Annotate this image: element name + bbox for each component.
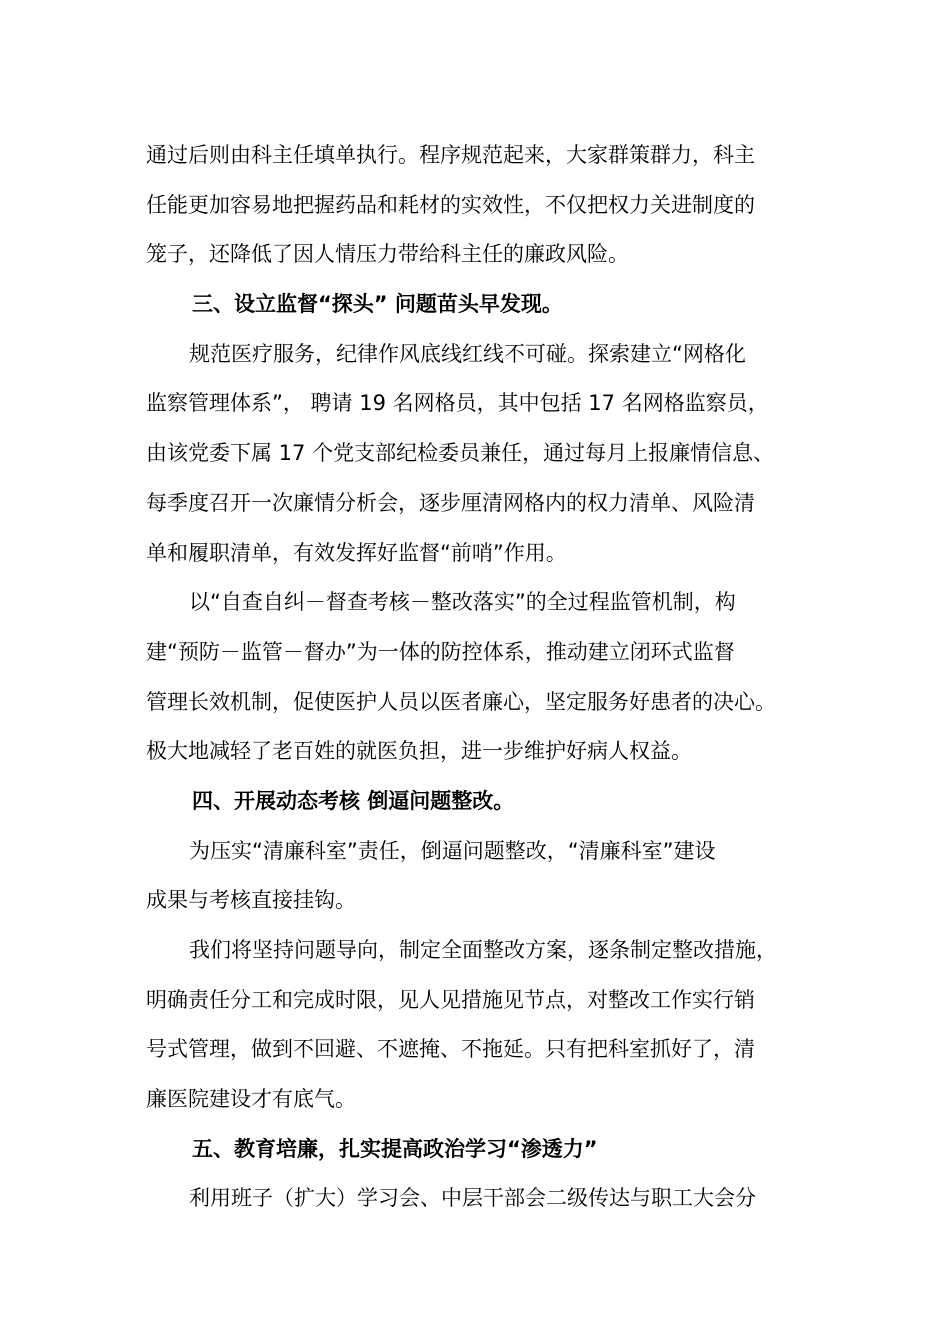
document-body bbox=[146, 131, 826, 1224]
paragraph-line: 号式管理，做到不回避、不遮掩、不拖延。只有把科室抓好了，清 bbox=[146, 1037, 755, 1062]
paragraph-line: 任能更加容易地把握药品和耗材的实效性，不仅把权力关进制度的 bbox=[146, 192, 755, 217]
paragraph-line: 明确责任分工和完成时限，见人见措施见节点，对整改工作实行销 bbox=[146, 987, 755, 1012]
paragraph-line: 我们将坚持问题导向，制定全面整改方案，逐条制定整改措施， bbox=[189, 938, 777, 962]
paragraph-line: 廉医院建设才有底气。 bbox=[146, 1087, 356, 1112]
section-heading: 三、设立监督“探头” 问题苗头早发现。 bbox=[192, 292, 563, 317]
paragraph-line: 成果与考核直接挂钩。 bbox=[146, 888, 356, 913]
paragraph-line: 笼子，还降低了因人情压力带给科主任的廉政风险。 bbox=[146, 242, 629, 267]
paragraph-line: 通过后则由科主任填单执行。程序规范起来，大家群策群力，科主 bbox=[146, 143, 755, 167]
paragraph-line: 建“预防－监管－督办”为一体的防控体系，推动建立闭环式监督 bbox=[146, 639, 735, 664]
paragraph-line: 以“自查自纠－督查考核－整改落实”的全过程监管机制，构 bbox=[189, 590, 736, 615]
paragraph-line: 监察管理体系”， 聘请 19 名网格员，其中包括 17 名网格监察员， bbox=[146, 391, 769, 416]
paragraph-line: 每季度召开一次廉情分析会，逐步厘清网格内的权力清单、风险清 bbox=[146, 490, 755, 515]
paragraph-line: 利用班子（扩大）学习会、中层干部会二级传达与职工大会分 bbox=[189, 1186, 756, 1211]
section-heading: 五、教育培廉，扎实提高政治学习“渗透力” bbox=[192, 1136, 598, 1161]
paragraph-line: 规范医疗服务，纪律作风底线红线不可碰。探索建立“网格化 bbox=[189, 341, 746, 366]
paragraph-line: 由该党委下属 17 个党支部纪检委员兼任，通过每月上报廉情信息、 bbox=[146, 441, 775, 466]
paragraph-line: 为压实“清廉科室”责任，倒逼问题整改，“清廉科室”建设 bbox=[189, 838, 716, 863]
paragraph-line: 极大地减轻了老百姓的就医负担，进一步维护好病人权益。 bbox=[146, 739, 692, 764]
section-heading: 四、开展动态考核 倒逼问题整改。 bbox=[192, 788, 515, 813]
paragraph-line: 单和履职清单，有效发挥好监督“前哨”作用。 bbox=[146, 540, 567, 565]
paragraph-line: 管理长效机制，促使医护人员以医者廉心，坚定服务好患者的决心。 bbox=[146, 689, 776, 714]
